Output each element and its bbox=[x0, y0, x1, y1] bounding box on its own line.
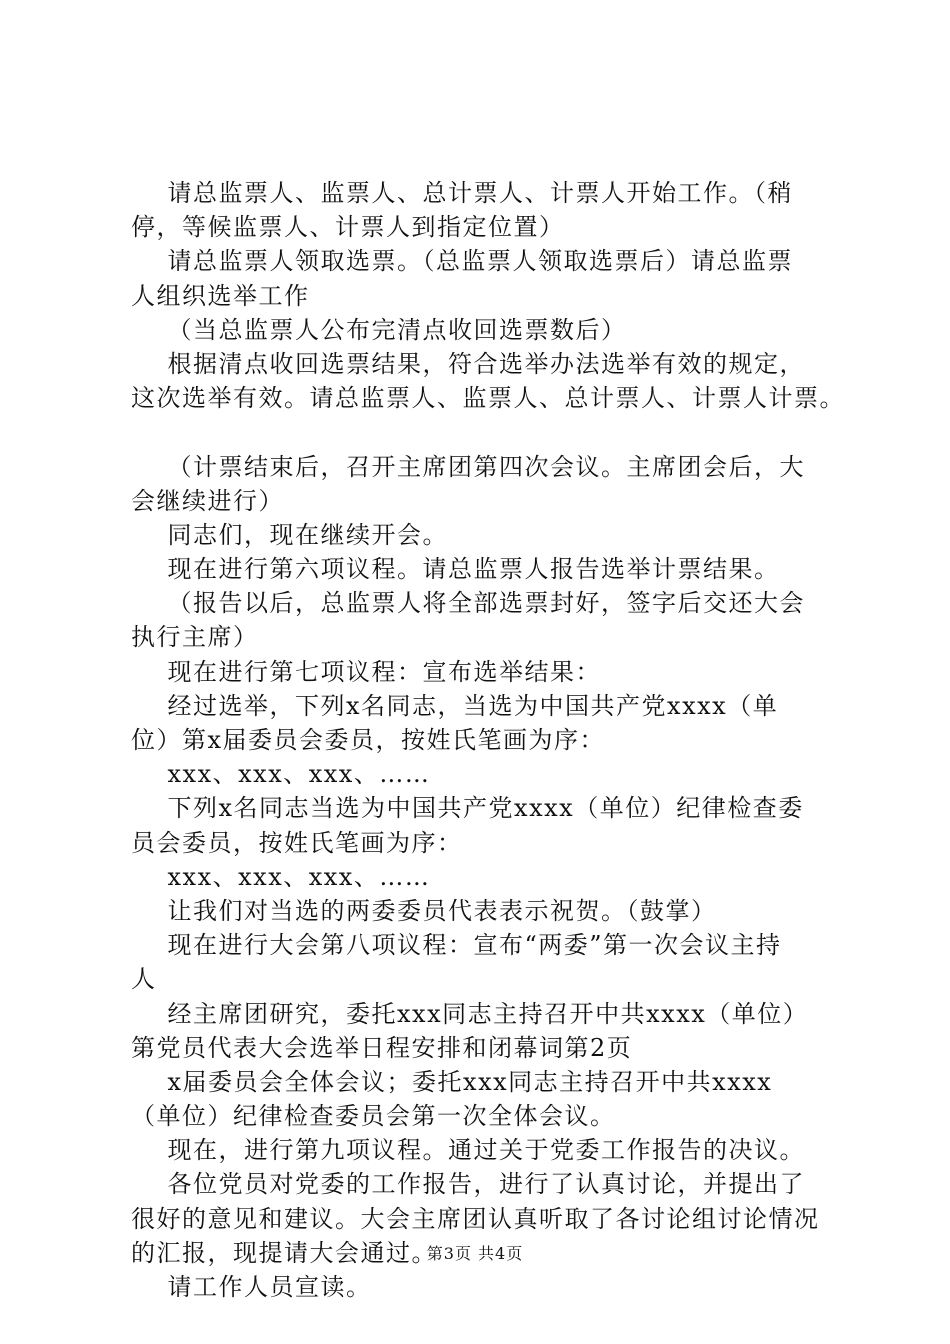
document-line: 位）第x届委员会委员，按姓氏笔画为序： bbox=[131, 726, 606, 754]
document-line: 经过选举，下列x名同志，当选为中国共产党xxxx（单 bbox=[131, 691, 779, 720]
document-line: 第党员代表大会选举日程安排和闭幕词第2页 bbox=[131, 1033, 633, 1062]
document-line: 这次选举有效。请总监票人、监票人、总计票人、计票人计票。 bbox=[131, 384, 845, 413]
document-line: 会继续进行） bbox=[131, 486, 284, 515]
document-line: 的汇报，现提请大会通过。 bbox=[131, 1238, 437, 1267]
document-line: 员会委员，按姓氏笔画为序： bbox=[131, 828, 463, 857]
document-line: 停，等候监票人、计票人到指定位置） bbox=[131, 213, 565, 242]
page-footer: 第3页 共4页 bbox=[426, 1244, 524, 1263]
document-line: 请总监票人、监票人、总计票人、计票人开始工作。（稍 bbox=[131, 179, 794, 207]
document-line: （报告以后，总监票人将全部选票封好，签字后交还大会 bbox=[131, 589, 806, 618]
blank-line bbox=[131, 415, 843, 449]
document-line: xxx、xxx、xxx、…… bbox=[131, 862, 431, 891]
document-line: xxx、xxx、xxx、…… bbox=[131, 760, 431, 789]
document-line: （当总监票人公布完清点收回选票数后） bbox=[131, 315, 627, 344]
document-line: 现在进行第七项议程：宣布选举结果： bbox=[131, 657, 602, 686]
document-line: 现在进行第六项议程。请总监票人报告选举计票结果。 bbox=[131, 555, 780, 584]
document-line: x届委员会全体会议；委托xxx同志主持召开中共xxxx bbox=[131, 1067, 773, 1096]
document-line: 根据清点收回选票结果，符合选举办法选举有效的规定， bbox=[131, 349, 806, 378]
document-line: 人组织选举工作 bbox=[131, 281, 310, 310]
document-line: 很好的意见和建议。大会主席团认真听取了各讨论组讨论情况 bbox=[131, 1204, 820, 1233]
document-line: 请工作人员宣读。 bbox=[131, 1273, 372, 1301]
document-line: 下列x名同志当选为中国共产党xxxx（单位）纪律检查委 bbox=[131, 794, 804, 823]
document-line: 现在，进行第九项议程。通过关于党委工作报告的决议。 bbox=[131, 1136, 806, 1165]
document-line: （计票结束后，召开主席团第四次会议。主席团会后，大 bbox=[131, 452, 806, 481]
document-line: 同志们，现在继续开会。 bbox=[131, 520, 449, 549]
document-line: 各位党员对党委的工作报告，进行了认真讨论，并提出了 bbox=[131, 1170, 806, 1199]
document-line: 经主席团研究，委托xxx同志主持召开中共xxxx（单位） bbox=[131, 999, 809, 1028]
document-line: 现在进行大会第八项议程：宣布“两委”第一次会议主持 bbox=[131, 931, 782, 960]
document-line: 请总监票人领取选票。（总监票人领取选票后）请总监票 bbox=[131, 247, 794, 276]
document-line: 让我们对当选的两委委员代表表示祝贺。（鼓掌） bbox=[131, 896, 717, 925]
document-line: （单位）纪律检查委员会第一次全体会议。 bbox=[131, 1102, 616, 1131]
document-body bbox=[131, 176, 843, 1304]
document-line: 执行主席） bbox=[131, 623, 259, 652]
document-line: 人 bbox=[131, 965, 157, 994]
